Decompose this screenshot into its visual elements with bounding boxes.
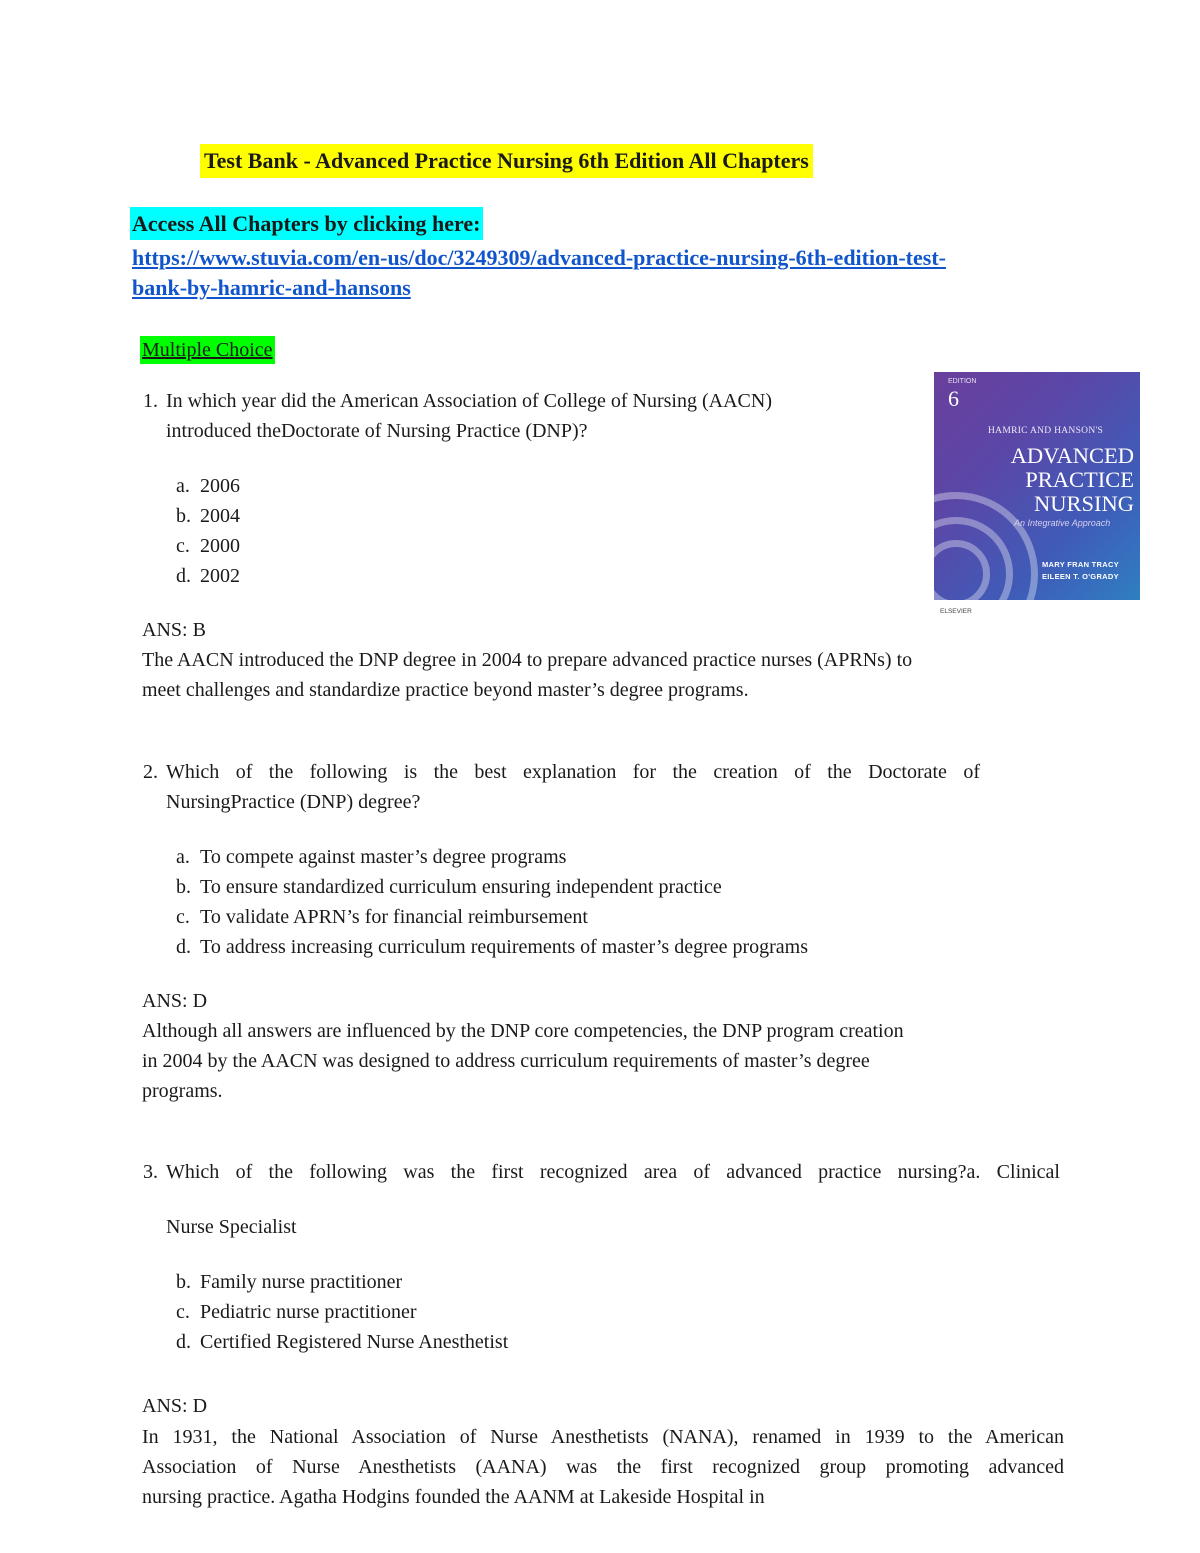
q3-option-letter: c. [176, 1301, 190, 1323]
q3-option-letter: d. [176, 1331, 191, 1353]
q1-option-letter: b. [176, 505, 191, 527]
question-2-number: 2. [143, 761, 158, 783]
question-2-explanation-line2: in 2004 by the AACN was designed to address curriculum requirements of master’s degree [142, 1050, 870, 1072]
cover-tagline: An Integrative Approach [1014, 518, 1111, 528]
q2-option-letter: d. [176, 936, 191, 958]
question-2-text-line1: Which of the following is the best explanation for the creation of the Doctorate of [166, 761, 980, 783]
cover-art [934, 372, 1140, 600]
section-label: Multiple Choice [140, 336, 275, 364]
chapters-link-line2[interactable]: bank-by-hamric-and-hansons [132, 275, 411, 300]
question-1-text-line1: In which year did the American Association of College of Nursing (AACN) [166, 390, 772, 412]
book-cover-image [934, 372, 1140, 622]
q1-option-letter: c. [176, 535, 190, 557]
q2-option-letter: a. [176, 846, 190, 868]
q1-option-text: 2000 [200, 535, 240, 557]
question-2-answer: ANS: D [142, 990, 208, 1012]
question-3-number: 3. [143, 1161, 158, 1183]
question-1-explanation-line1: The AACN introduced the DNP degree in 2004 to prepare advanced practice nurses (APRNs) to [142, 649, 913, 671]
page-title: Test Bank - Advanced Practice Nursing 6th Edition All Chapters [200, 144, 813, 178]
cover-edition-label: EDITION [948, 378, 977, 385]
q1-option-text: 2004 [200, 505, 240, 527]
cover-title-line2: PRACTICE [1025, 467, 1134, 492]
question-2-explanation-line1: Although all answers are influenced by the DNP core competencies, the DNP program creation [142, 1020, 904, 1042]
cover-title-line1: ADVANCED [1010, 443, 1134, 468]
q2-option-letter: c. [176, 906, 190, 928]
cover-edition: 6 [948, 386, 959, 411]
q2-option-text: To address increasing curriculum requirements of master’s degree programs [200, 936, 809, 958]
q2-option-letter: b. [176, 876, 191, 898]
q3-option-letter: b. [176, 1271, 191, 1293]
q1-option-text: 2006 [200, 475, 240, 497]
question-3-text-line1: Which of the following was the first recognized area of advanced practice nursing?a. Clinical [166, 1161, 1060, 1183]
cover-author-2: EILEEN T. O'GRADY [1042, 572, 1119, 581]
question-2-explanation-line3: programs. [142, 1080, 223, 1102]
question-1-explanation-line2: meet challenges and standardize practice beyond master’s degree programs. [142, 679, 749, 701]
q3-option-text: Pediatric nurse practitioner [200, 1301, 417, 1323]
question-2-text-line2: NursingPractice (DNP) degree? [166, 791, 421, 813]
question-3-explanation-line3: nursing practice. Agatha Hodgins founded the AANM at Lakeside Hospital in [142, 1486, 765, 1508]
q1-option-text: 2002 [200, 565, 240, 587]
question-3-explanation-line1: In 1931, the National Association of Nurse Anesthetists (NANA), renamed in 1939 to the American [142, 1426, 1064, 1448]
q1-option-letter: d. [176, 565, 191, 587]
q2-option-text: To compete against master’s degree programs [200, 846, 567, 868]
question-1-text-line2: introduced theDoctorate of Nursing Practice (DNP)? [166, 420, 588, 442]
q3-option-text: Family nurse practitioner [200, 1271, 403, 1293]
q3-option-text: Certified Registered Nurse Anesthetist [200, 1331, 509, 1353]
question-1-number: 1. [143, 390, 158, 412]
q2-option-text: To validate APRN’s for financial reimbursement [200, 906, 588, 928]
question-3-explanation-line2: Association of Nurse Anesthetists (AANA) was the first recognized group promoting advanced [142, 1456, 1064, 1478]
question-3-answer: ANS: D [142, 1395, 208, 1417]
cover-subtitle: HAMRIC AND HANSON'S [988, 426, 1104, 436]
access-label: Access All Chapters by clicking here: [130, 207, 483, 240]
question-1-answer: ANS: B [142, 619, 206, 641]
q1-option-letter: a. [176, 475, 190, 497]
q2-option-text: To ensure standardized curriculum ensuring independent practice [200, 876, 722, 898]
cover-publisher: ELSEVIER [940, 608, 972, 615]
question-3-text-line2: Nurse Specialist [166, 1216, 297, 1238]
chapters-link-line1[interactable]: https://www.stuvia.com/en-us/doc/3249309/advanced-practice-nursing-6th-edition-test- [132, 245, 946, 270]
cover-title-line3: NURSING [1033, 491, 1134, 516]
cover-author-1: MARY FRAN TRACY [1042, 560, 1119, 569]
